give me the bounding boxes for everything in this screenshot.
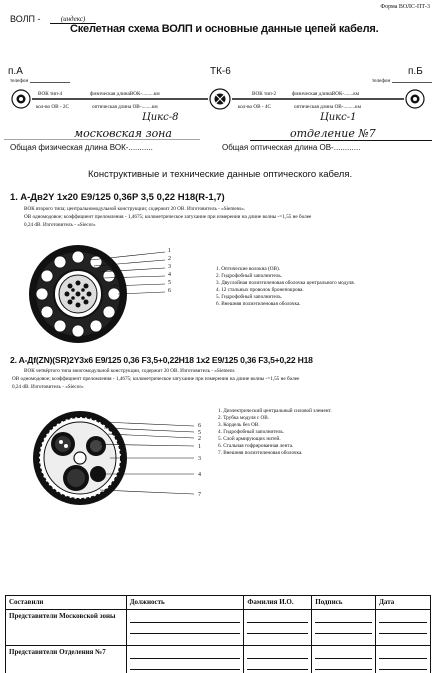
total-optical: Общая оптическая длина ОВ-............ xyxy=(222,143,361,152)
cable2-legend-5: 5. Слой армирующих нитей. xyxy=(218,436,281,442)
dept-position-cell[interactable] xyxy=(126,646,244,673)
phone-label-b: телефон xyxy=(372,78,391,84)
zone-date-cell[interactable] xyxy=(376,610,431,646)
volp-prefix: ВОЛП - xyxy=(10,14,41,24)
cable1-legend-3: 3. Двуслойная полиэтиленовая оболочка центрального модуля. xyxy=(216,280,355,286)
cable2-num-2: 2 xyxy=(198,436,201,442)
cable2-legend-6: 6. Стальная гофрированная лента. xyxy=(218,443,294,449)
row-zone-reps: Представители Московской зоны xyxy=(6,610,127,646)
right-length: физическая длинаВОК-.......км xyxy=(292,91,360,97)
cable2-desc2: ОВ одномодовое; коэффициент преломления - 1,4675; километрическое затухание при измерении на длине волны -=1,55 не более xyxy=(12,376,300,382)
cable1-legend-6: 6. Внешняя полиэтиленовая оболочка. xyxy=(216,301,301,307)
point-a-label: п.А xyxy=(8,66,23,77)
dept-date-cell[interactable] xyxy=(376,646,431,673)
cable-lines xyxy=(0,0,436,140)
section-title: Конструктивные и технические данные оптического кабеля. xyxy=(88,169,353,180)
form-code: Форма ВОЛС-ПТ-3 xyxy=(380,4,430,10)
cable2-leader-lines xyxy=(100,418,200,498)
phone-label-a: телефон xyxy=(10,78,29,84)
zone-signature-cell[interactable] xyxy=(312,610,376,646)
cable1-title: 1. A-Дв2Y 1x20 E9/125 0,36P 3,5 0,22 H18(R-1,7) xyxy=(10,192,225,203)
cable2-num-7: 7 xyxy=(198,492,201,498)
signature-table xyxy=(5,595,431,673)
col-date: Дата xyxy=(376,596,431,610)
department-handwritten: отделение №7 xyxy=(290,127,376,140)
point-b-label: п.Б xyxy=(408,66,423,77)
main-title: Скелетная схема ВОЛП и основные данные цепей кабеля. xyxy=(70,23,379,35)
cable1-num-5: 5 xyxy=(168,280,171,286)
cable1-desc2: ОВ одномодовое; коэффициент преломления - 1,4675; километрическое затухание при измерении на длине волны -=1,55 не более xyxy=(24,214,312,220)
right-type: ВОК тип-2 xyxy=(252,91,277,97)
row-department-reps: Представители Отделения №7 xyxy=(6,646,127,673)
right-fiber-count: кол-во ОВ - 4С xyxy=(238,104,271,110)
cable2-desc1: ВОК четвёртого типа многомодульной конструкции, содержит 20 ОВ. Изготовитель - «Siemens xyxy=(24,368,235,374)
cable1-desc3: 0,24 dB. Изготовитель - «Siecor» xyxy=(24,222,96,228)
cable2-legend-3: 3. Кордель без ОВ. xyxy=(218,422,260,428)
col-signature: Подпись xyxy=(312,596,376,610)
zone-name-cell[interactable] xyxy=(244,610,312,646)
zone-position-cell[interactable] xyxy=(126,610,244,646)
right-handwritten: Цикс-1 xyxy=(320,112,357,123)
col-name: Фамилия И.О. xyxy=(244,596,312,610)
left-optical: оптическая длина ОВ-........км xyxy=(92,104,158,110)
cable2-legend-7: 7. Внешняя полиэтиленовая оболочка. xyxy=(218,450,303,456)
left-fiber-count: кол-во ОВ - 2С xyxy=(36,104,69,110)
cable2-num-6: 6 xyxy=(198,423,201,429)
cable2-legend-4: 4. Гидрофобный заполнитель. xyxy=(218,429,285,435)
total-physical: Общая физическая длина ВОК-........... xyxy=(10,143,153,152)
cable1-legend-2: 2. Гидрофобный заполнитель. xyxy=(216,273,283,279)
department-underline xyxy=(250,140,432,141)
zone-handwritten: московская зона xyxy=(74,127,172,140)
cable1-leader-lines xyxy=(90,248,170,308)
cable1-legend-1: 1. Оптические волокна (ОВ). xyxy=(216,266,280,272)
cable2-legend-2: 2. Трубка модуля с ОВ. xyxy=(218,415,269,421)
cable1-num-6: 6 xyxy=(168,288,171,294)
dept-name-cell[interactable] xyxy=(244,646,312,673)
left-type: ВОК тип-4 xyxy=(38,91,63,97)
cable2-legend-1: 1. Диэлектрический центральный силовой элемент. xyxy=(218,408,332,414)
cable2-num-1: 1 xyxy=(198,444,201,450)
cable2-num-3: 3 xyxy=(198,456,201,462)
cable2-title: 2. A-Дf(ZN)(SR)2Y3x6 E9/125 0,36 F3,5+0,22H18 1x2 E9/125 0,36 F3,5+0,22 H18 xyxy=(10,355,313,365)
cable1-num-3: 3 xyxy=(168,264,171,270)
col-position: Должность xyxy=(126,596,244,610)
cable1-num-4: 4 xyxy=(168,272,171,278)
volp-index: (индекс) xyxy=(50,15,96,24)
cable1-num-1: 1 xyxy=(168,248,171,254)
cable1-num-2: 2 xyxy=(168,256,171,262)
cable2-num-4: 4 xyxy=(198,472,201,478)
tk-label: ТК-6 xyxy=(210,66,231,77)
cable2-desc3: 0,24 dB. Изготовитель - «Siecor» xyxy=(12,384,84,390)
right-optical: оптическая длина ОВ-.........км xyxy=(294,104,361,110)
col-composed: Составили xyxy=(6,596,127,610)
left-handwritten: Цикс-8 xyxy=(142,112,179,123)
cable2-num-5: 5 xyxy=(198,430,201,436)
cable1-legend-5: 5. Гидрофобный заполнитель. xyxy=(216,294,283,300)
cable1-desc1: ВОК второго типа; центральномодульной конструкции; содержит 20 ОВ. Изготовитель - «Siemens». xyxy=(24,206,246,212)
cable1-legend-4: 4. 12 стальных проволок бронепокрова. xyxy=(216,287,304,293)
left-length: физическая длинаВОК-.........км xyxy=(90,91,160,97)
dept-signature-cell[interactable] xyxy=(312,646,376,673)
